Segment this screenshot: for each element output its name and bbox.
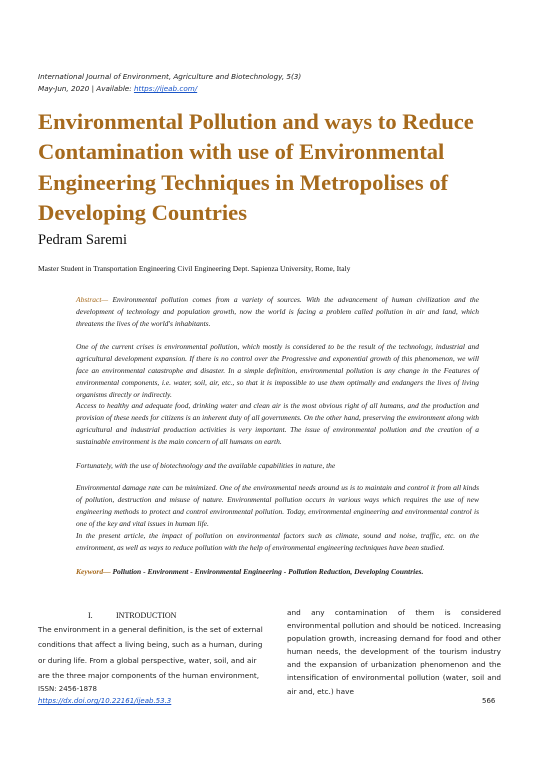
journal-url-link[interactable]: https://ijeab.com/ xyxy=(133,84,198,93)
paper-title: Environmental Pollution and ways to Reduce Contamination with use of Environmental Engineering Techniques in Metropolises of Developing Countries xyxy=(38,109,474,225)
author-affiliation: Master Student in Transportation Engineering Civil Engineering Dept. Sapienza University, Rome, Italy xyxy=(38,264,351,273)
intro-left-column xyxy=(38,622,268,683)
section-heading-introduction xyxy=(88,611,176,620)
footer-doi-link[interactable]: https://dx.doi.org/10.22161/ijeab.53.3 xyxy=(38,697,172,705)
section-title: INTRODUCTION xyxy=(116,611,177,620)
abstract-paragraph-1: Abstract— Environmental pollution comes from a variety of sources. With the advancement of human civilization and the development of technology and population growth, now the world is facing a problem called pollution in air and land, which threatens the lives of the world's inhabitants. xyxy=(76,295,479,329)
abstract-paragraph-6: In the present article, the impact of pollution on environmental factors such as climate, sound and noise, traffic, etc. on the environment, as well as ways to reduce pollution with the help of environmental engineering techniques have been studied. xyxy=(76,531,479,553)
keywords-label: Keyword— xyxy=(76,567,111,576)
abstract-paragraph-2: One of the current crises is environmental pollution, which mostly is considered to be the result of the technology, industrial and agricultural development expansion. If there is no control over the Progressive and exponential growth of this phenomenon, we will face an environmental catastrophe and disaster. In a simple definition, environmental pollution is any change in the Features of environmental components, i.e. water, soil, air, etc., so that it is impossible to use them optimally and endangers the lives of living organisms directly or indirectly. xyxy=(76,342,479,400)
journal-issue-line xyxy=(38,84,197,93)
section-number: I. xyxy=(88,611,93,620)
author-name: Pedram Saremi xyxy=(38,232,127,248)
abstract-paragraph-4: Fortunately, with the use of biotechnology and the available capabilities in nature, the xyxy=(76,461,336,470)
intro-line: are the three major components of the human environment, xyxy=(38,670,260,680)
intro-line: conditions that affect a living being, such as a human, during xyxy=(38,640,263,650)
keywords-text: Pollution - Environment - Environmental Engineering - Pollution Reduction, Developing Countries. xyxy=(110,567,424,576)
abstract-paragraph-3: Access to healthy and adequate food, drinking water and clean air is the most obvious right of all humans, and the production and provision of these needs for citizens is an inherent duty of all governments. On the other hand, preserving the environment along with agricultural and industrial production activities is very important. The issue of environmental pollution and the creation of a sustainable environment is the main concern of all humans on earth. xyxy=(76,401,479,447)
intro-line: The environment in a general definition, is the set of external xyxy=(38,625,263,634)
intro-line: or during life. From a global perspective, water, soil, and air xyxy=(38,655,257,665)
page-number: 566 xyxy=(482,697,496,705)
intro-right-column: and any contamination of them is considered environmental pollution and should be noticed. Increasing population growth, increasing demand for food and other human needs, the development of the tourism industry and the expansion of urbanization phenomenon and the intensification of environmental pollution (water, soil and air and, etc.) have xyxy=(287,608,501,696)
footer-issn: ISSN: 2456-1878 xyxy=(38,685,97,693)
journal-name: International Journal of Environment, Agriculture and Biotechnology, 5(3) xyxy=(38,72,302,81)
abstract-label: Abstract— xyxy=(76,295,109,304)
issue-date: May-Jun, 2020 | Available: xyxy=(38,84,134,93)
abstract-paragraph-5: Environmental damage rate can be minimized. One of the environmental needs around us is to maintain and control it from all kinds of pollution, destruction and misuse of nature. Environmental pollution occurs in various ways which requires the use of new engineering methods to protect and control environmental pollution. Today, environmental engineering and environmental control is one of the key and vital issues in human life. xyxy=(76,483,479,529)
keywords xyxy=(76,566,479,578)
